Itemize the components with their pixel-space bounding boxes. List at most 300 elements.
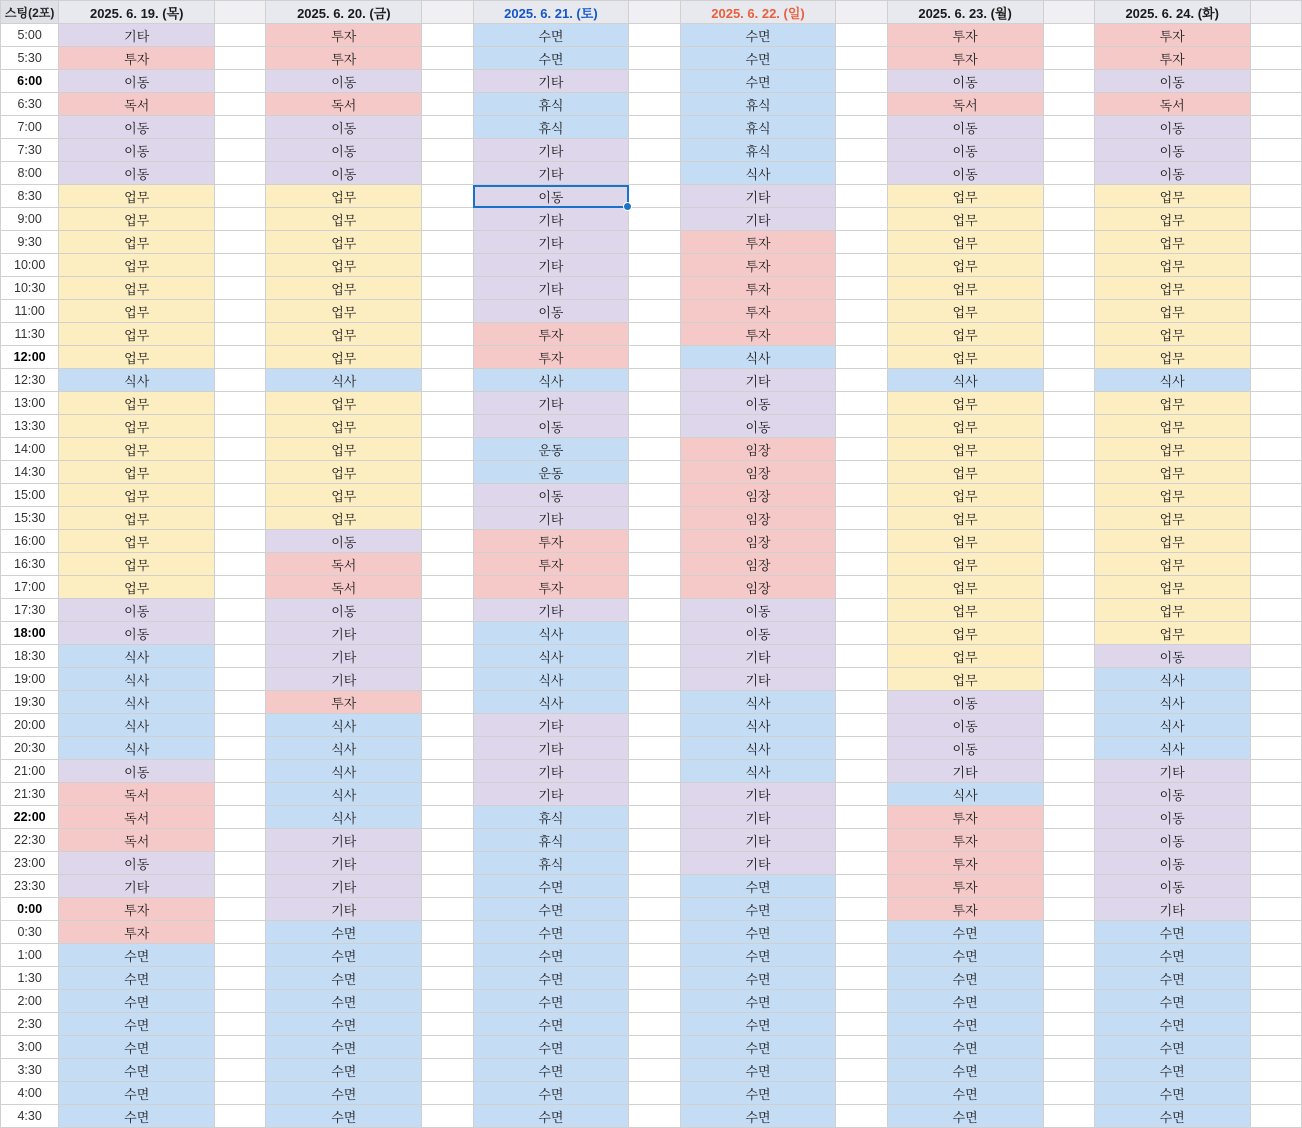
activity-cell[interactable]: 수면 (266, 1059, 422, 1082)
spacer-cell[interactable] (1043, 622, 1094, 645)
activity-cell[interactable]: 식사 (680, 760, 836, 783)
column-header-5[interactable]: 2025. 6. 23. (월) (887, 1, 1043, 24)
activity-cell[interactable]: 임장 (680, 461, 836, 484)
activity-cell[interactable]: 이동 (59, 116, 215, 139)
activity-cell[interactable]: 수면 (59, 1013, 215, 1036)
spacer-cell[interactable] (215, 323, 266, 346)
spacer-cell[interactable] (629, 323, 680, 346)
spacer-cell[interactable] (215, 254, 266, 277)
spacer-cell[interactable] (629, 507, 680, 530)
spacer-cell[interactable] (422, 392, 473, 415)
activity-cell[interactable]: 수면 (1094, 944, 1250, 967)
activity-cell[interactable]: 기타 (680, 668, 836, 691)
activity-cell[interactable]: 업무 (59, 530, 215, 553)
activity-cell[interactable]: 업무 (887, 553, 1043, 576)
time-label[interactable]: 11:30 (1, 323, 59, 346)
activity-cell[interactable]: 업무 (887, 185, 1043, 208)
column-header-2[interactable]: 2025. 6. 20. (금) (266, 1, 422, 24)
spacer-cell[interactable] (836, 1013, 887, 1036)
activity-cell[interactable]: 수면 (887, 967, 1043, 990)
activity-cell[interactable]: 독서 (1094, 93, 1250, 116)
spacer-cell[interactable] (422, 277, 473, 300)
activity-cell[interactable]: 수면 (266, 1105, 422, 1128)
spacer-cell[interactable] (215, 806, 266, 829)
spacer-cell[interactable] (1043, 599, 1094, 622)
activity-cell[interactable]: 이동 (266, 70, 422, 93)
spacer-cell[interactable] (215, 208, 266, 231)
time-label[interactable]: 7:30 (1, 139, 59, 162)
activity-cell[interactable]: 수면 (680, 967, 836, 990)
spacer-cell[interactable] (836, 622, 887, 645)
activity-cell[interactable]: 독서 (266, 576, 422, 599)
activity-cell[interactable]: 이동 (680, 392, 836, 415)
activity-cell[interactable]: 투자 (680, 323, 836, 346)
activity-cell[interactable]: 휴식 (473, 829, 629, 852)
activity-cell[interactable]: 업무 (59, 461, 215, 484)
time-label[interactable]: 17:30 (1, 599, 59, 622)
activity-cell[interactable]: 업무 (887, 392, 1043, 415)
spacer-cell[interactable] (215, 93, 266, 116)
spacer-cell[interactable] (629, 1105, 680, 1128)
spacer-cell[interactable] (1250, 829, 1301, 852)
activity-cell[interactable]: 이동 (266, 599, 422, 622)
activity-cell[interactable]: 업무 (59, 208, 215, 231)
activity-cell[interactable]: 이동 (1094, 875, 1250, 898)
activity-cell[interactable]: 이동 (1094, 783, 1250, 806)
spacer-cell[interactable] (422, 1036, 473, 1059)
activity-cell[interactable]: 업무 (1094, 415, 1250, 438)
time-label[interactable]: 12:30 (1, 369, 59, 392)
activity-cell[interactable]: 식사 (680, 737, 836, 760)
spacer-cell[interactable] (1043, 70, 1094, 93)
activity-cell[interactable]: 업무 (59, 576, 215, 599)
activity-cell[interactable]: 식사 (680, 691, 836, 714)
activity-cell[interactable]: 독서 (59, 783, 215, 806)
activity-cell[interactable]: 업무 (887, 254, 1043, 277)
spacer-cell[interactable] (629, 277, 680, 300)
spacer-cell[interactable] (1250, 760, 1301, 783)
activity-cell[interactable]: 기타 (266, 852, 422, 875)
spacer-cell[interactable] (215, 1105, 266, 1128)
spacer-cell[interactable] (1250, 507, 1301, 530)
activity-cell[interactable]: 수면 (1094, 990, 1250, 1013)
spacer-cell[interactable] (836, 668, 887, 691)
spacer-cell[interactable] (215, 576, 266, 599)
spacer-cell[interactable] (422, 944, 473, 967)
activity-cell[interactable]: 수면 (473, 1013, 629, 1036)
activity-cell[interactable]: 투자 (680, 300, 836, 323)
column-header-spacer-3[interactable] (629, 1, 680, 24)
spacer-cell[interactable] (422, 714, 473, 737)
spacer-cell[interactable] (422, 829, 473, 852)
activity-cell[interactable]: 투자 (473, 346, 629, 369)
spacer-cell[interactable] (1250, 1105, 1301, 1128)
activity-cell[interactable]: 기타 (473, 254, 629, 277)
activity-cell[interactable]: 업무 (266, 392, 422, 415)
spacer-cell[interactable] (1043, 737, 1094, 760)
activity-cell[interactable]: 업무 (887, 507, 1043, 530)
spacer-cell[interactable] (629, 714, 680, 737)
spacer-cell[interactable] (215, 415, 266, 438)
activity-cell[interactable]: 수면 (887, 1013, 1043, 1036)
activity-cell[interactable]: 식사 (473, 369, 629, 392)
activity-cell[interactable]: 투자 (266, 47, 422, 70)
spacer-cell[interactable] (1250, 162, 1301, 185)
spacer-cell[interactable] (1043, 507, 1094, 530)
activity-cell[interactable]: 기타 (473, 507, 629, 530)
spacer-cell[interactable] (629, 691, 680, 714)
spacer-cell[interactable] (836, 116, 887, 139)
activity-cell[interactable]: 운동 (473, 438, 629, 461)
spacer-cell[interactable] (215, 599, 266, 622)
spacer-cell[interactable] (836, 208, 887, 231)
spacer-cell[interactable] (836, 783, 887, 806)
spacer-cell[interactable] (422, 921, 473, 944)
activity-cell[interactable]: 기타 (473, 277, 629, 300)
activity-cell[interactable]: 업무 (1094, 231, 1250, 254)
spacer-cell[interactable] (422, 691, 473, 714)
time-label[interactable]: 1:30 (1, 967, 59, 990)
activity-cell[interactable]: 업무 (59, 185, 215, 208)
time-label[interactable]: 19:30 (1, 691, 59, 714)
spacer-cell[interactable] (422, 231, 473, 254)
activity-cell[interactable]: 업무 (887, 668, 1043, 691)
activity-cell[interactable]: 투자 (887, 829, 1043, 852)
activity-cell[interactable]: 투자 (473, 530, 629, 553)
activity-cell[interactable]: 기타 (266, 875, 422, 898)
activity-cell[interactable]: 업무 (59, 392, 215, 415)
time-label[interactable]: 22:00 (1, 806, 59, 829)
activity-cell[interactable]: 수면 (887, 921, 1043, 944)
spacer-cell[interactable] (422, 70, 473, 93)
spacer-cell[interactable] (1043, 714, 1094, 737)
spacer-cell[interactable] (215, 898, 266, 921)
activity-cell[interactable]: 기타 (680, 185, 836, 208)
spacer-cell[interactable] (836, 392, 887, 415)
spacer-cell[interactable] (836, 1036, 887, 1059)
activity-cell[interactable]: 이동 (680, 622, 836, 645)
activity-cell[interactable]: 이동 (1094, 139, 1250, 162)
activity-cell[interactable]: 투자 (1094, 47, 1250, 70)
spacer-cell[interactable] (1043, 530, 1094, 553)
time-label[interactable]: 10:30 (1, 277, 59, 300)
spacer-cell[interactable] (836, 875, 887, 898)
spacer-cell[interactable] (836, 576, 887, 599)
corner-header[interactable]: 스팅(2포) (1, 1, 59, 24)
spacer-cell[interactable] (1043, 691, 1094, 714)
spacer-cell[interactable] (1250, 944, 1301, 967)
spacer-cell[interactable] (1043, 484, 1094, 507)
activity-cell[interactable]: 기타 (680, 852, 836, 875)
spacer-cell[interactable] (836, 714, 887, 737)
spacer-cell[interactable] (1043, 806, 1094, 829)
spacer-cell[interactable] (1250, 254, 1301, 277)
activity-cell[interactable]: 업무 (1094, 208, 1250, 231)
spacer-cell[interactable] (422, 852, 473, 875)
spacer-cell[interactable] (1250, 898, 1301, 921)
spacer-cell[interactable] (422, 93, 473, 116)
spacer-cell[interactable] (422, 1059, 473, 1082)
activity-cell[interactable]: 업무 (266, 346, 422, 369)
spacer-cell[interactable] (629, 737, 680, 760)
activity-cell[interactable]: 투자 (59, 898, 215, 921)
spacer-cell[interactable] (1043, 875, 1094, 898)
spacer-cell[interactable] (1250, 346, 1301, 369)
spacer-cell[interactable] (836, 599, 887, 622)
spacer-cell[interactable] (1250, 70, 1301, 93)
activity-cell[interactable]: 식사 (680, 162, 836, 185)
activity-cell[interactable]: 식사 (59, 691, 215, 714)
activity-cell[interactable]: 식사 (59, 645, 215, 668)
spacer-cell[interactable] (422, 24, 473, 47)
activity-cell[interactable]: 이동 (473, 484, 629, 507)
time-label[interactable]: 23:30 (1, 875, 59, 898)
spacer-cell[interactable] (629, 760, 680, 783)
spacer-cell[interactable] (1250, 1059, 1301, 1082)
spacer-cell[interactable] (215, 553, 266, 576)
time-label[interactable]: 7:00 (1, 116, 59, 139)
time-label[interactable]: 3:00 (1, 1036, 59, 1059)
activity-cell[interactable]: 투자 (887, 852, 1043, 875)
spacer-cell[interactable] (215, 461, 266, 484)
spacer-cell[interactable] (1250, 461, 1301, 484)
spacer-cell[interactable] (422, 438, 473, 461)
time-label[interactable]: 4:30 (1, 1105, 59, 1128)
spacer-cell[interactable] (215, 645, 266, 668)
activity-cell[interactable]: 투자 (680, 277, 836, 300)
activity-cell[interactable]: 수면 (473, 24, 629, 47)
time-label[interactable]: 13:00 (1, 392, 59, 415)
activity-cell[interactable]: 식사 (473, 691, 629, 714)
activity-cell[interactable]: 수면 (1094, 1059, 1250, 1082)
spacer-cell[interactable] (1043, 346, 1094, 369)
activity-cell[interactable]: 식사 (473, 645, 629, 668)
time-label[interactable]: 3:30 (1, 1059, 59, 1082)
spacer-cell[interactable] (1043, 139, 1094, 162)
activity-cell[interactable]: 업무 (1094, 185, 1250, 208)
activity-cell[interactable]: 휴식 (473, 806, 629, 829)
column-header-3[interactable]: 2025. 6. 21. (토) (473, 1, 629, 24)
spacer-cell[interactable] (836, 760, 887, 783)
activity-cell[interactable]: 기타 (1094, 898, 1250, 921)
column-header-spacer-6[interactable] (1250, 1, 1301, 24)
activity-cell[interactable]: 업무 (1094, 461, 1250, 484)
activity-cell[interactable]: 수면 (266, 990, 422, 1013)
spacer-cell[interactable] (1250, 806, 1301, 829)
activity-cell[interactable]: 업무 (1094, 553, 1250, 576)
spacer-cell[interactable] (422, 484, 473, 507)
spacer-cell[interactable] (836, 47, 887, 70)
activity-cell[interactable]: 기타 (59, 24, 215, 47)
spacer-cell[interactable] (1250, 139, 1301, 162)
activity-cell[interactable]: 수면 (887, 1059, 1043, 1082)
activity-cell[interactable]: 기타 (473, 231, 629, 254)
spacer-cell[interactable] (215, 783, 266, 806)
spacer-cell[interactable] (215, 24, 266, 47)
activity-cell[interactable]: 이동 (887, 737, 1043, 760)
activity-cell[interactable]: 임장 (680, 507, 836, 530)
activity-cell[interactable]: 업무 (1094, 277, 1250, 300)
activity-cell[interactable]: 투자 (887, 898, 1043, 921)
activity-cell[interactable]: 투자 (473, 576, 629, 599)
activity-cell[interactable]: 업무 (1094, 622, 1250, 645)
spacer-cell[interactable] (1250, 185, 1301, 208)
activity-cell[interactable]: 투자 (887, 875, 1043, 898)
spacer-cell[interactable] (1250, 369, 1301, 392)
activity-cell[interactable]: 식사 (266, 369, 422, 392)
activity-cell[interactable]: 이동 (680, 415, 836, 438)
activity-cell[interactable]: 업무 (266, 208, 422, 231)
spacer-cell[interactable] (1043, 852, 1094, 875)
time-label[interactable]: 2:30 (1, 1013, 59, 1036)
spacer-cell[interactable] (836, 553, 887, 576)
activity-cell[interactable]: 독서 (59, 93, 215, 116)
activity-cell[interactable]: 투자 (1094, 24, 1250, 47)
activity-cell[interactable]: 투자 (59, 921, 215, 944)
spacer-cell[interactable] (215, 1036, 266, 1059)
spacer-cell[interactable] (1250, 691, 1301, 714)
activity-cell[interactable]: 업무 (266, 507, 422, 530)
spacer-cell[interactable] (215, 277, 266, 300)
spacer-cell[interactable] (422, 369, 473, 392)
activity-cell[interactable]: 수면 (1094, 1036, 1250, 1059)
activity-cell[interactable]: 업무 (1094, 346, 1250, 369)
activity-cell[interactable]: 이동 (59, 622, 215, 645)
spacer-cell[interactable] (1250, 93, 1301, 116)
spacer-cell[interactable] (1043, 898, 1094, 921)
spacer-cell[interactable] (836, 369, 887, 392)
activity-cell[interactable]: 수면 (59, 990, 215, 1013)
spacer-cell[interactable] (1250, 415, 1301, 438)
activity-cell[interactable]: 이동 (887, 116, 1043, 139)
spacer-cell[interactable] (629, 185, 680, 208)
spacer-cell[interactable] (836, 507, 887, 530)
activity-cell[interactable]: 이동 (266, 530, 422, 553)
spacer-cell[interactable] (215, 1013, 266, 1036)
spacer-cell[interactable] (629, 829, 680, 852)
time-label[interactable]: 18:30 (1, 645, 59, 668)
activity-cell[interactable]: 업무 (59, 346, 215, 369)
spacer-cell[interactable] (215, 829, 266, 852)
activity-cell[interactable]: 수면 (473, 47, 629, 70)
spacer-cell[interactable] (836, 70, 887, 93)
spacer-cell[interactable] (1043, 369, 1094, 392)
time-label[interactable]: 21:30 (1, 783, 59, 806)
activity-cell[interactable]: 업무 (266, 231, 422, 254)
activity-cell[interactable]: 이동 (59, 70, 215, 93)
activity-cell[interactable]: 수면 (680, 875, 836, 898)
spacer-cell[interactable] (1250, 668, 1301, 691)
activity-cell[interactable]: 수면 (680, 1059, 836, 1082)
spacer-cell[interactable] (215, 139, 266, 162)
activity-cell[interactable]: 투자 (887, 24, 1043, 47)
time-label[interactable]: 8:00 (1, 162, 59, 185)
spacer-cell[interactable] (836, 530, 887, 553)
spacer-cell[interactable] (1043, 645, 1094, 668)
spacer-cell[interactable] (629, 438, 680, 461)
spacer-cell[interactable] (1250, 553, 1301, 576)
time-label[interactable]: 0:30 (1, 921, 59, 944)
activity-cell[interactable]: 식사 (1094, 668, 1250, 691)
activity-cell[interactable]: 기타 (887, 760, 1043, 783)
spacer-cell[interactable] (422, 967, 473, 990)
selected-cell[interactable]: 이동 (473, 185, 629, 208)
spacer-cell[interactable] (215, 714, 266, 737)
activity-cell[interactable]: 기타 (59, 875, 215, 898)
activity-cell[interactable]: 식사 (680, 714, 836, 737)
activity-cell[interactable]: 수면 (1094, 921, 1250, 944)
activity-cell[interactable]: 독서 (266, 553, 422, 576)
spacer-cell[interactable] (1250, 24, 1301, 47)
spacer-cell[interactable] (629, 484, 680, 507)
activity-cell[interactable]: 이동 (1094, 645, 1250, 668)
spacer-cell[interactable] (1250, 392, 1301, 415)
spacer-cell[interactable] (1250, 484, 1301, 507)
time-label[interactable]: 15:00 (1, 484, 59, 507)
spacer-cell[interactable] (215, 852, 266, 875)
activity-cell[interactable]: 수면 (1094, 1105, 1250, 1128)
activity-cell[interactable]: 수면 (266, 944, 422, 967)
spacer-cell[interactable] (1043, 553, 1094, 576)
spacer-cell[interactable] (629, 47, 680, 70)
spacer-cell[interactable] (215, 300, 266, 323)
spacer-cell[interactable] (836, 139, 887, 162)
activity-cell[interactable]: 기타 (266, 668, 422, 691)
spacer-cell[interactable] (215, 484, 266, 507)
spacer-cell[interactable] (1043, 967, 1094, 990)
time-label[interactable]: 11:00 (1, 300, 59, 323)
spacer-cell[interactable] (422, 415, 473, 438)
spacer-cell[interactable] (836, 829, 887, 852)
activity-cell[interactable]: 수면 (680, 990, 836, 1013)
spacer-cell[interactable] (1043, 300, 1094, 323)
activity-cell[interactable]: 수면 (266, 921, 422, 944)
activity-cell[interactable]: 수면 (59, 1105, 215, 1128)
activity-cell[interactable]: 투자 (473, 553, 629, 576)
activity-cell[interactable]: 업무 (59, 438, 215, 461)
activity-cell[interactable]: 휴식 (473, 852, 629, 875)
spacer-cell[interactable] (422, 898, 473, 921)
activity-cell[interactable]: 이동 (1094, 70, 1250, 93)
activity-cell[interactable]: 이동 (59, 760, 215, 783)
spacer-cell[interactable] (836, 737, 887, 760)
spacer-cell[interactable] (1043, 760, 1094, 783)
activity-cell[interactable]: 기타 (473, 737, 629, 760)
activity-cell[interactable]: 식사 (473, 622, 629, 645)
activity-cell[interactable]: 운동 (473, 461, 629, 484)
time-label[interactable]: 23:00 (1, 852, 59, 875)
spacer-cell[interactable] (1250, 1036, 1301, 1059)
activity-cell[interactable]: 식사 (473, 668, 629, 691)
activity-cell[interactable]: 수면 (59, 1036, 215, 1059)
activity-cell[interactable]: 투자 (473, 323, 629, 346)
spacer-cell[interactable] (1043, 1105, 1094, 1128)
activity-cell[interactable]: 업무 (59, 484, 215, 507)
activity-cell[interactable]: 기타 (680, 369, 836, 392)
activity-cell[interactable]: 기타 (473, 599, 629, 622)
spacer-cell[interactable] (1043, 254, 1094, 277)
activity-cell[interactable]: 기타 (473, 139, 629, 162)
activity-cell[interactable]: 이동 (473, 300, 629, 323)
activity-cell[interactable]: 수면 (1094, 1013, 1250, 1036)
time-label[interactable]: 14:00 (1, 438, 59, 461)
spacer-cell[interactable] (1250, 323, 1301, 346)
spacer-cell[interactable] (422, 760, 473, 783)
time-label[interactable]: 8:30 (1, 185, 59, 208)
spacer-cell[interactable] (422, 530, 473, 553)
activity-cell[interactable]: 수면 (1094, 1082, 1250, 1105)
activity-cell[interactable]: 업무 (266, 277, 422, 300)
